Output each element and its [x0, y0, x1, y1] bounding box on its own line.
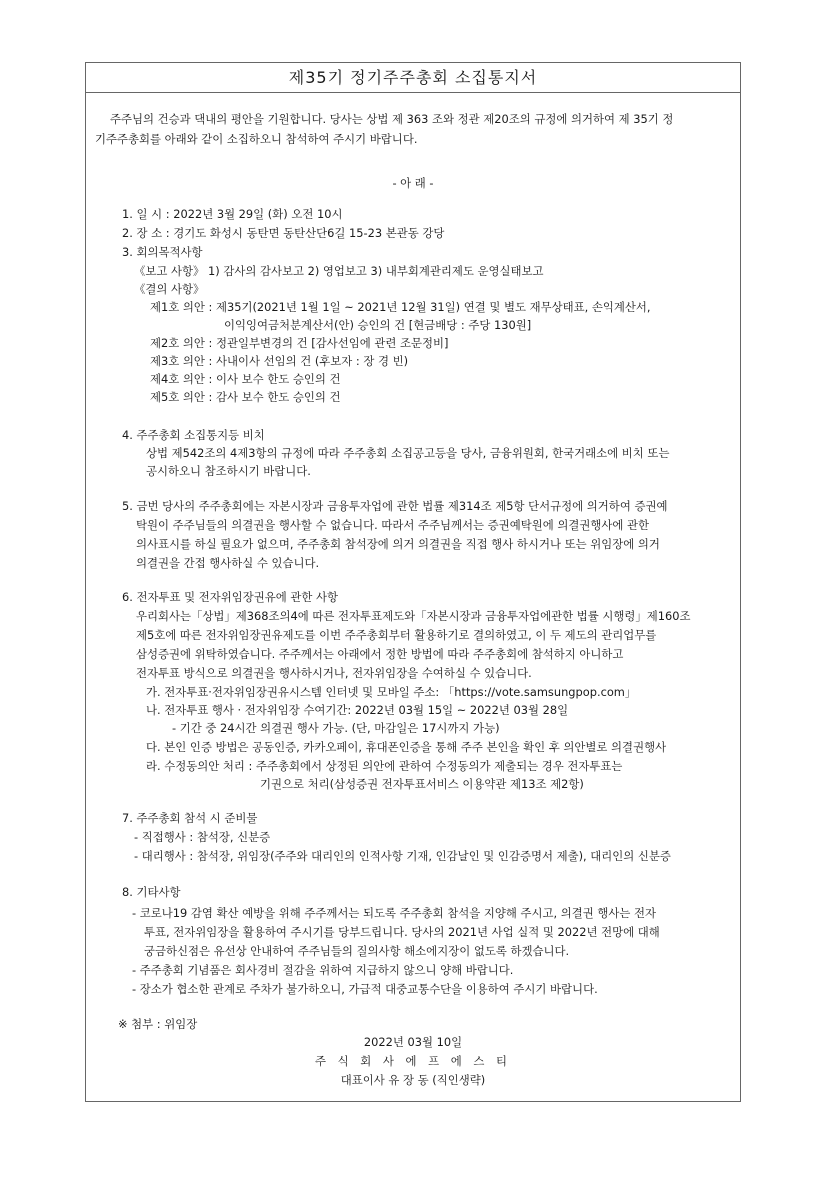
- meeting-datetime: [122, 207, 342, 222]
- item6-line-3: 삼성증권에 위탁하였습니다. 주주께서는 아래에서 정한 방법에 따라 주주총회에 참석하지 아니하고: [136, 647, 624, 661]
- item7-heading: 7. 주주총회 참석 시 준비물: [122, 811, 258, 825]
- agenda-item-3: [150, 354, 408, 369]
- agenda-label: 제3호 의안 :: [150, 354, 216, 368]
- item4-heading: 4. 주주총회 소집통지등 비치: [122, 428, 265, 442]
- document-title: 제35기 정기주주총회 소집통지서: [85, 62, 741, 93]
- intro-line-2: 기주주총회를 아래와 같이 소집하오니 참석하여 주시기 바랍니다.: [95, 132, 418, 146]
- item6-sub-na: 나. 전자투표 행사 · 전자위임장 수여기간: 2022년 03월 15일 ~ 2022년 03월 28일: [146, 703, 569, 717]
- item6-sub-ra: 라. 수정동의안 처리 : 주주총회에서 상정된 의안에 관하여 수정동의가 제출되는 경우 전자투표는: [146, 759, 623, 773]
- agenda-text: 이사 보수 한도 승인의 건: [215, 372, 341, 386]
- agenda-item-1-cont: 이익잉여금처분계산서(안) 승인의 건 [현금배당 : 주당 130원]: [224, 318, 532, 332]
- item5-line-4: 의결권을 간접 행사하실 수 있습니다.: [136, 556, 320, 570]
- item5-line-3: 의사표시를 하실 필요가 없으며, 주주총회 참석장에 의거 의결권을 직접 행사 하시거나 또는 위임장에 의거: [136, 537, 660, 551]
- agenda-item-4: [150, 372, 341, 387]
- datetime-label: 1. 일 시 :: [122, 207, 174, 221]
- agenda-item-1: [150, 300, 651, 315]
- item8-line-2: 투표, 전자위임장을 활용하여 주시기를 당부드립니다. 당사의 2021년 사업 실적 및 2022년 전망에 대해: [144, 925, 660, 939]
- item4-line-1: 상법 제542조의 4제3항의 규정에 따라 주주총회 소집공고등을 당사, 금융위원회, 한국거래소에 비치 또는: [146, 446, 670, 460]
- item8-line-4: - 주주총회 기념품은 회사경비 절감을 위하여 지급하지 않으니 양해 바랍니다.: [132, 963, 514, 977]
- resolution-heading: 《결의 사항》: [134, 282, 205, 296]
- item6-sub-da: 다. 본인 인증 방법은 공동인증, 카카오페이, 휴대폰인증을 통해 주주 본인을 확인 후 의안별로 의결권행사: [146, 740, 667, 754]
- report-matters: 《보고 사항》 1) 감사의 감사보고 2) 영업보고 3) 내부회계관리제도 운영실태보고: [134, 264, 544, 278]
- notice-date: 2022년 03월 10일: [363, 1035, 463, 1049]
- agenda-heading: 3. 회의목적사항: [122, 245, 203, 259]
- item6-sub-ga: 가. 전자투표·전자위임장권유시스템 인터넷 및 모바일 주소: 「https://vote.samsungpop.com」: [146, 685, 637, 699]
- agenda-text: 제35기(2021년 1월 1일 ~ 2021년 12월 31일) 연결 및 별도 재무상태표, 손익계산서,: [215, 300, 651, 314]
- item6-sub-ra-cont: 기권으로 처리(삼성증권 전자투표서비스 이용약관 제13조 제2항): [260, 777, 584, 791]
- item6-sub-na-note: - 기간 중 24시간 의결권 행사 가능. (단, 마감일은 17시까지 가능): [172, 721, 500, 735]
- agenda-label: 제5호 의안 :: [150, 390, 216, 404]
- meeting-venue: [122, 226, 444, 241]
- venue-value: 경기도 화성시 동탄면 동탄산단6길 15-23 본관동 강당: [173, 226, 445, 240]
- item6-line-4: 전자투표 방식으로 의결권을 행사하시거나, 전자위임장을 수여하실 수 있습니다.: [136, 666, 532, 680]
- agenda-text: 감사 보수 한도 승인의 건: [215, 390, 341, 404]
- item8-line-1: - 코로나19 감염 확산 예방을 위해 주주께서는 되도록 주주총회 참석을 지양해 주시고, 의결권 행사는 전자: [132, 906, 657, 920]
- agenda-item-5: [150, 390, 341, 405]
- below-marker: - 아 래 -: [392, 176, 434, 190]
- agenda-text: 사내이사 선임의 건 (후보자 : 장 경 빈): [215, 354, 409, 368]
- item7-proxy: - 대리행사 : 참석장, 위임장(주주와 대리인의 인적사항 기재, 인감날인 및 인감증명서 제출), 대리인의 신분증: [134, 849, 671, 863]
- item8-line-5: - 장소가 협소한 관계로 주차가 불가하오니, 가급적 대중교통수단을 이용하여 주시기 바랍니다.: [132, 982, 598, 996]
- item5-line-2: 탁원이 주주님들의 의결권을 행사할 수 없습니다. 따라서 주주님께서는 증권예탁원에 의결권행사에 관한: [136, 518, 649, 532]
- agenda-text: 정관일부변경의 건 [감사선임에 관련 조문정비]: [215, 336, 449, 350]
- item7-direct: - 직접행사 : 참석장, 신분증: [134, 830, 271, 844]
- venue-label: 2. 장 소 :: [122, 226, 174, 240]
- item4-line-2: 공시하오니 참조하시기 바랍니다.: [146, 464, 311, 478]
- signer-name: 대표이사 유 장 동 (직인생략): [340, 1073, 486, 1087]
- agenda-label: 제4호 의안 :: [150, 372, 216, 386]
- item8-heading: 8. 기타사항: [122, 885, 181, 899]
- agenda-label: 제2호 의안 :: [150, 336, 216, 350]
- datetime-value: 2022년 3월 29일 (화) 오전 10시: [173, 207, 343, 221]
- item6-line-1: 우리회사는「상법」제368조의4에 따른 전자투표제도와「자본시장과 금융투자업에관한 법률 시행령」제160조: [136, 609, 691, 623]
- item8-line-3: 궁금하신점은 유선상 안내하여 주주님들의 질의사항 해소에지장이 없도록 하겠습니다.: [144, 944, 570, 958]
- agenda-label: 제1호 의안 :: [150, 300, 216, 314]
- item6-heading: 6. 전자투표 및 전자위임장권유에 관한 사항: [122, 590, 339, 604]
- item5-line-1: 5. 금번 당사의 주주총회에는 자본시장과 금융투자업에 관한 법률 제314조 제5항 단서규정에 의거하여 증권예: [122, 499, 668, 513]
- agenda-item-2: [150, 336, 448, 351]
- intro-line-1: 주주님의 건승과 댁내의 평안을 기원합니다. 당사는 상법 제 363 조와 정관 제20조의 규정에 의거하여 제 35기 정: [110, 112, 674, 126]
- item6-line-2: 제5호에 따른 전자위임장권유제도를 이번 주주총회부터 활용하기로 결의하였고, 이 두 제도의 관리업무를: [136, 628, 657, 642]
- attachment-note: ※ 첨부 : 위임장: [118, 1017, 198, 1031]
- company-name: 주 식 회 사 에 프 에 스 티: [315, 1054, 511, 1068]
